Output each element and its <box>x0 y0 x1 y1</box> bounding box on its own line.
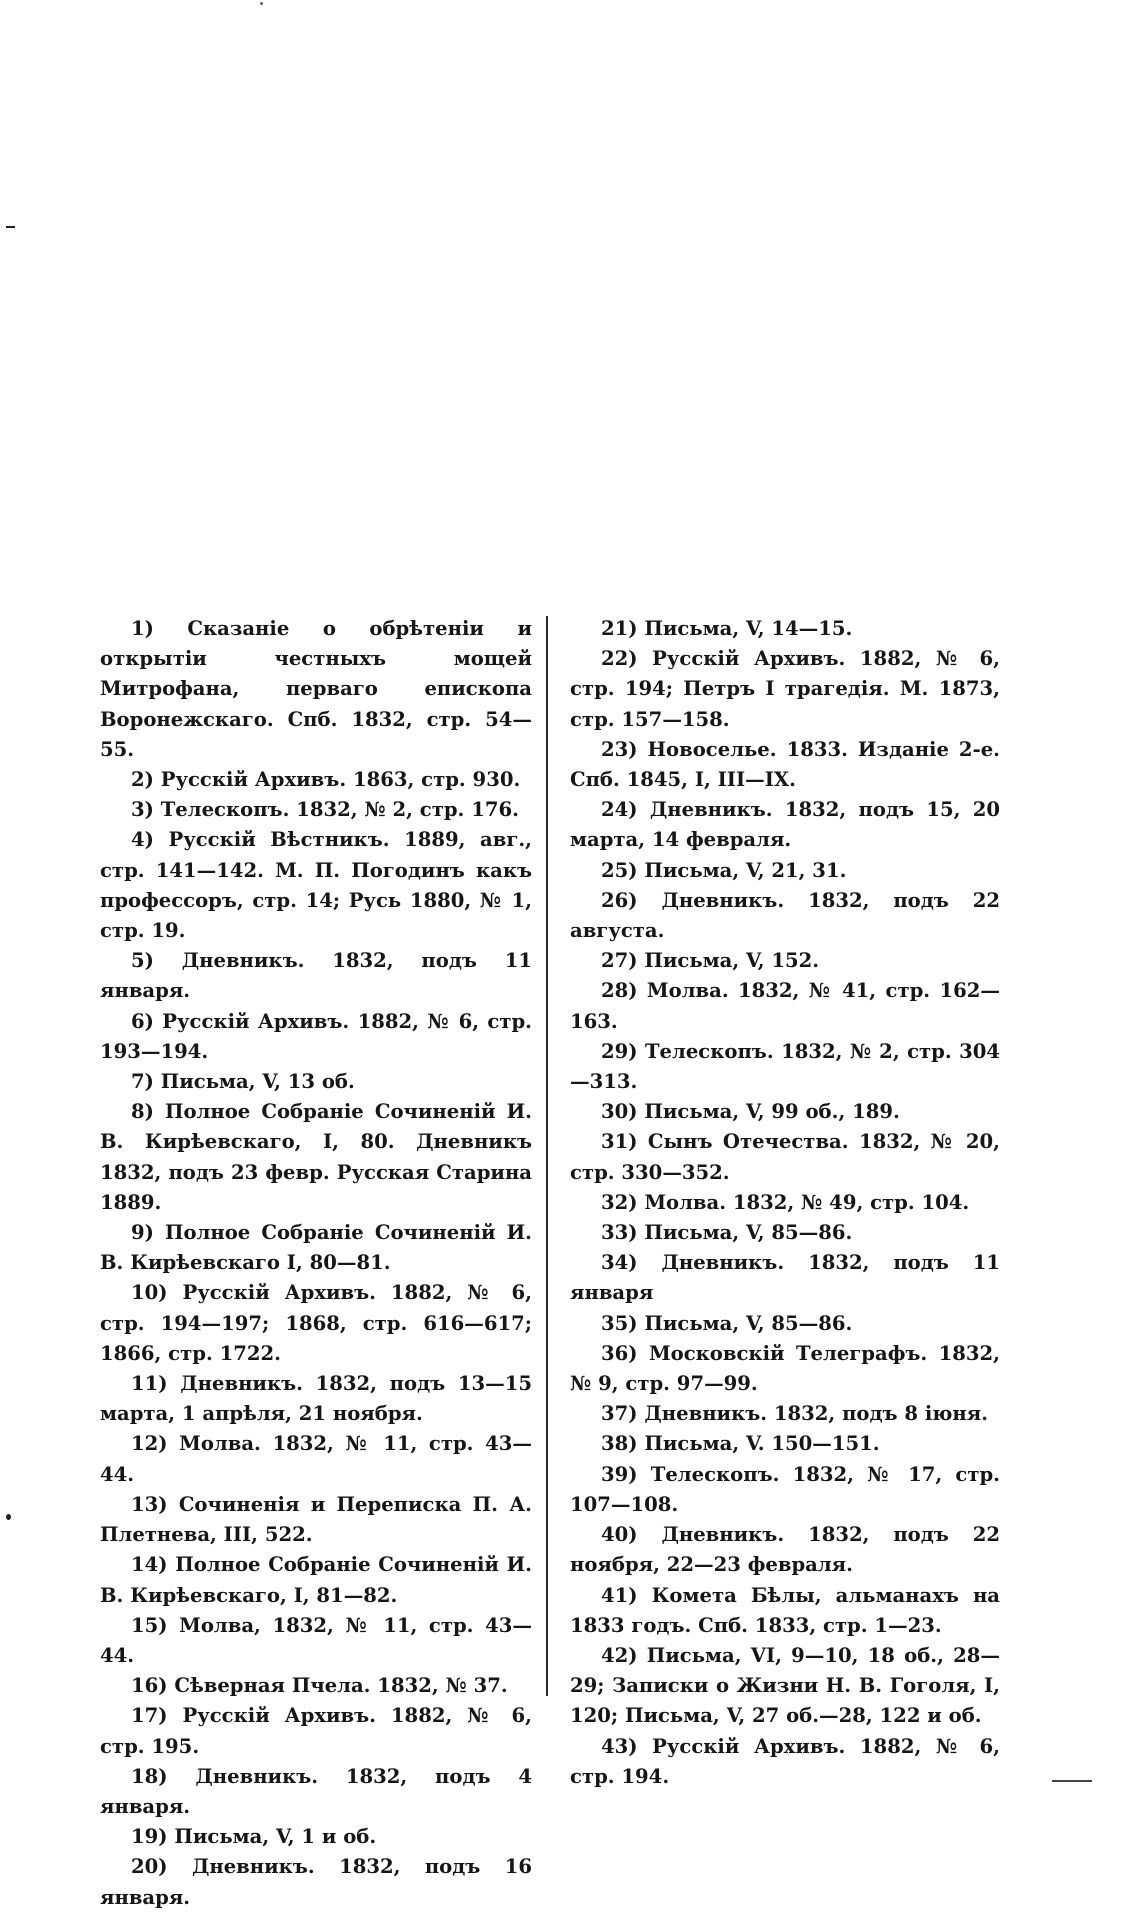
margin-dot <box>6 1514 11 1520</box>
footnote-41: 41) Комета Бѣлы, альманахъ на 1833 годъ. Спб. 1833, стр. 1—23. <box>570 1583 1000 1637</box>
footnote-4: 4) Русскій Вѣстникъ. 1889, авг., стр. 141—142. М. П. Погодинъ какъ профессоръ, стр. 14; Русь 1880, № 1, стр. 19. <box>100 828 532 943</box>
footnote-22: 22) Русскій Архивъ. 1882, № 6, стр. 194; Петръ I трагедія. М. 1873, стр. 157—158. <box>570 647 1000 731</box>
footnote-40: 40) Дневникъ. 1832, подъ 22 ноября, 22—23 февраля. <box>570 1523 1000 1577</box>
footnote-36: 36) Московскій Телеграфъ. 1832, № 9, стр. 97—99. <box>570 1341 1000 1396</box>
footnote-1: 1) Сказаніе о обрѣтеніи и открытіи честныхъ мощей Митрофана, перваго епископа Воронежскаго. Спб. 1832, стр. 54—55. <box>100 617 532 761</box>
footnote-35: 35) Письма, V, 85—86. <box>601 1311 853 1335</box>
footnote-14: 14) Полное Собраніе Сочиненій И. В. Кирѣевскаго, I, 81—82. <box>100 1553 532 1607</box>
footnote-17: 17) Русскій Архивъ. 1882, № 6, стр. 195. <box>100 1704 532 1758</box>
footnote-29: 29) Телескопъ. 1832, № 2, стр. 304—313. <box>570 1039 1000 1094</box>
footnotes-left-column <box>100 614 532 1913</box>
footnote-11: 11) Дневникъ. 1832, подъ 13—15 марта, 1 апрѣля, 21 ноября. <box>100 1372 532 1426</box>
footnote-7: 7) Письма, V, 13 об. <box>131 1070 355 1094</box>
footnote-39: 39) Телескопъ. 1832, № 17, стр. 107—108. <box>570 1462 1000 1516</box>
footnote-34: 34) Дневникъ. 1832, подъ 11 января <box>570 1251 1000 1305</box>
footnote-25: 25) Письма, V, 21, 31. <box>601 858 847 882</box>
print-speck <box>260 2 263 5</box>
column-divider <box>546 616 548 1696</box>
footnote-23: 23) Новоселье. 1833. Изданіе 2-е. Спб. 1845, I, III—IX. <box>570 737 1000 792</box>
footnote-33: 33) Письма, V, 85—86. <box>601 1221 853 1245</box>
footnote-19: 19) Письма, V, 1 и об. <box>131 1825 377 1849</box>
margin-mark <box>6 226 15 228</box>
bottom-dash <box>1052 1780 1092 1782</box>
footnote-18: 18) Дневникъ. 1832, подъ 4 января. <box>100 1764 532 1818</box>
footnote-42: 42) Письма, VI, 9—10, 18 об., 28—29; Записки о Жизни Н. В. Гоголя, I, 120; Письма, V, 27 об.—28, 122 и об. <box>570 1643 1000 1728</box>
footnote-3: 3) Телескопъ. 1832, № 2, стр. 176. <box>131 798 519 822</box>
footnote-37: 37) Дневникъ. 1832, подъ 8 іюня. <box>601 1402 989 1426</box>
footnote-15: 15) Молва, 1832, № 11, стр. 43—44. <box>100 1613 532 1667</box>
footnote-10: 10) Русскій Архивъ. 1882, № 6, стр. 194—197; 1868, стр. 616—617; 1866, стр. 1722. <box>100 1281 532 1365</box>
footnote-8: 8) Полное Собраніе Сочиненій И. В. Кирѣевскаго, I, 80. Дневникъ 1832, подъ 23 февр. Русская Старина 1889. <box>100 1100 532 1214</box>
footnote-26: 26) Дневникъ. 1832, подъ 22 августа. <box>570 888 1000 943</box>
footnote-20: 20) Дневникъ. 1832, подъ 16 января. <box>100 1855 532 1909</box>
footnote-16: 16) Сѣверная Пчела. 1832, № 37. <box>131 1674 508 1698</box>
footnote-2: 2) Русскій Архивъ. 1863, стр. 930. <box>131 768 521 792</box>
footnote-9: 9) Полное Собраніе Сочиненій И. В. Кирѣевскаго I, 80—81. <box>100 1221 532 1275</box>
footnote-32: 32) Молва. 1832, № 49, стр. 104. <box>601 1190 970 1214</box>
footnote-6: 6) Русскій Архивъ. 1882, № 6, стр. 193—194. <box>100 1009 532 1063</box>
footnote-43: 43) Русскій Архивъ. 1882, № 6, стр. 194. <box>570 1734 1000 1788</box>
footnote-5: 5) Дневникъ. 1832, подъ 11 января. <box>100 949 532 1003</box>
footnotes-right-column <box>570 614 1000 1792</box>
footnote-12: 12) Молва. 1832, № 11, стр. 43—44. <box>100 1432 532 1486</box>
footnote-31: 31) Сынъ Отечества. 1832, № 20, стр. 330—352. <box>570 1130 1000 1184</box>
footnote-27: 27) Письма, V, 152. <box>601 949 820 973</box>
footnote-13: 13) Сочиненія и Переписка П. А. Плетнева, III, 522. <box>100 1492 532 1547</box>
footnote-28: 28) Молва. 1832, № 41, стр. 162—163. <box>570 979 1000 1033</box>
footnote-21: 21) Письма, V, 14—15. <box>601 617 853 640</box>
footnote-30: 30) Письма, V, 99 об., 189. <box>601 1100 900 1124</box>
footnote-38: 38) Письма, V. 150—151. <box>601 1432 880 1456</box>
footnote-24: 24) Дневникъ. 1832, подъ 15, 20 марта, 14 февраля. <box>570 798 1000 852</box>
